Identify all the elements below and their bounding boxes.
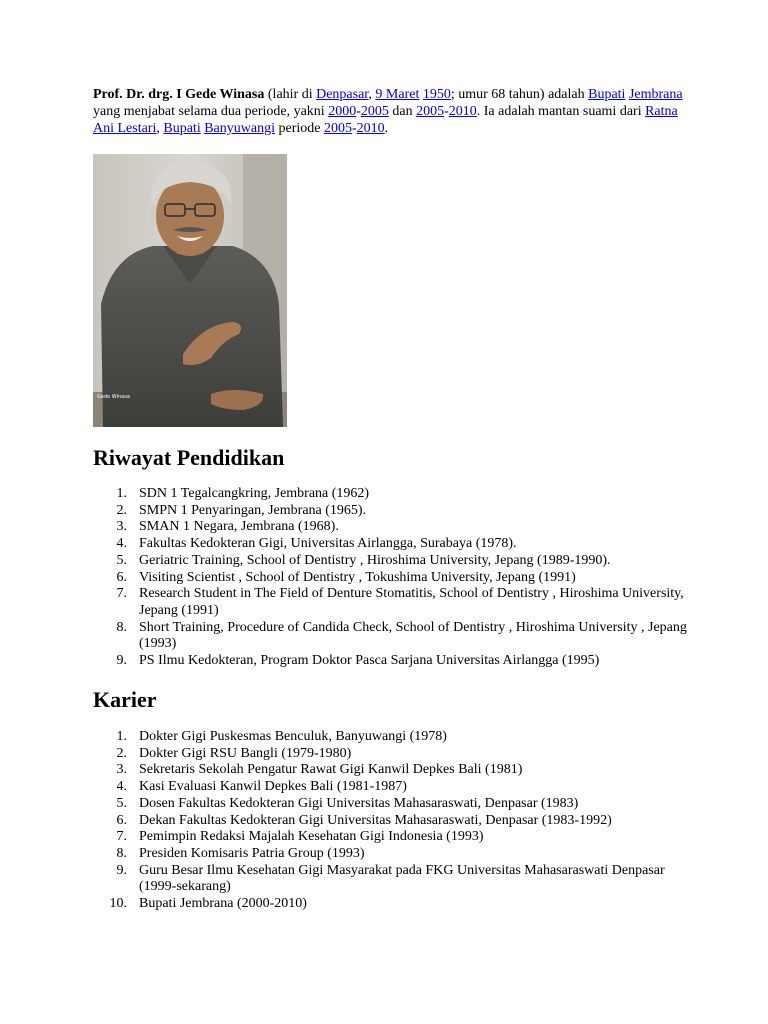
list-item-number: 7. <box>116 586 127 602</box>
list-item-number: 8. <box>116 619 127 635</box>
intro-text: - <box>444 104 449 119</box>
link-jembrana[interactable]: Jembrana <box>628 87 683 102</box>
portrait-photo <box>93 154 287 427</box>
list-item-text: Geriatric Training, School of Dentistry , Hiroshima University, Jepang (1989-1990). <box>139 552 611 568</box>
list-item-number: 3. <box>116 519 127 535</box>
list-item-number: 7. <box>116 829 127 845</box>
list-item-text: Dokter Gigi RSU Bangli (1979-1980) <box>139 745 352 761</box>
list-item <box>93 746 693 763</box>
intro-text: periode <box>274 121 324 136</box>
education-list <box>93 486 693 670</box>
list-item-text: Pemimpin Redaksi Majalah Kesehatan Gigi Indonesia (1993) <box>139 829 484 845</box>
list-item <box>93 620 693 653</box>
intro-text: - <box>356 104 361 119</box>
list-item-text: Visiting Scientist , School of Dentistry , Tokushima University, Jepang (1991) <box>139 569 576 585</box>
link-bupati[interactable]: Bupati <box>163 121 201 136</box>
list-item-number: 3. <box>116 762 127 778</box>
list-item <box>93 779 693 796</box>
list-item-number: 6. <box>116 812 127 828</box>
list-item-text: SDN 1 Tegalcangkring, Jembrana (1962) <box>139 486 370 501</box>
list-item-text: SMAN 1 Negara, Jembrana (1968). <box>139 519 339 535</box>
intro-text: dan <box>388 104 417 119</box>
list-item <box>93 729 693 746</box>
person-name: Prof. Dr. drg. I Gede Winasa <box>93 87 265 102</box>
list-item-number: 4. <box>116 536 127 552</box>
list-item <box>93 570 693 587</box>
intro-text: , <box>368 87 376 102</box>
list-item-text: Short Training, Procedure of Candida Check, School of Dentistry , Hiroshima University , Jepang (1993) <box>139 619 687 652</box>
list-item-number: 1. <box>116 729 127 744</box>
career-list <box>93 729 693 913</box>
list-item <box>93 762 693 779</box>
list-item <box>93 586 693 619</box>
photo-caption: Gede Winasa <box>97 394 130 400</box>
list-item <box>93 829 693 846</box>
list-item-text: Dekan Fakultas Kedokteran Gigi Universitas Mahasaraswati, Denpasar (1983-1992) <box>139 812 612 828</box>
career-heading: Karier <box>93 687 157 712</box>
list-item-text: Fakultas Kedokteran Gigi, Universitas Airlangga, Surabaya (1978). <box>139 536 517 552</box>
list-item-number: 5. <box>116 552 127 568</box>
link-2010[interactable]: 2010 <box>448 104 477 119</box>
link-banyuwangi[interactable]: Banyuwangi <box>204 121 275 136</box>
list-item <box>93 536 693 553</box>
intro-text: - <box>351 121 357 136</box>
link-2005[interactable]: 2005 <box>323 121 352 136</box>
intro-text: . <box>384 121 389 136</box>
list-item-number: 8. <box>116 845 127 861</box>
list-item-text: Research Student in The Field of Denture Stomatitis, School of Dentistry , Hiroshima University, Jepang (1991) <box>139 586 684 618</box>
list-item-number: 5. <box>116 795 127 811</box>
list-item <box>93 503 693 520</box>
link-bupati[interactable]: Bupati <box>588 87 626 102</box>
list-item <box>93 896 693 913</box>
list-item-number: 10. <box>109 896 127 912</box>
intro-paragraph <box>93 86 693 137</box>
list-item <box>93 519 693 536</box>
list-item <box>93 863 693 896</box>
list-item-number: 2. <box>116 745 127 761</box>
link-2005[interactable]: 2005 <box>360 104 389 119</box>
education-heading: Riwayat Pendidikan <box>93 445 285 470</box>
link-2005[interactable]: 2005 <box>416 104 445 119</box>
link-2010[interactable]: 2010 <box>356 121 385 136</box>
list-item-number: 2. <box>116 502 127 518</box>
list-item-text: Dosen Fakultas Kedokteran Gigi Universitas Mahasaraswati, Denpasar (1983) <box>139 795 579 811</box>
list-item-text: Guru Besar Ilmu Kesehatan Gigi Masyarakat pada FKG Universitas Mahasaraswati Denpasar (1999-sekarang) <box>139 862 665 895</box>
list-item-text: Bupati Jembrana (2000-2010) <box>139 896 307 912</box>
link-denpasar[interactable]: Denpasar <box>316 87 369 102</box>
list-item-text: Sekretaris Sekolah Pengatur Rawat Gigi Kanwil Depkes Bali (1981) <box>139 762 523 778</box>
list-item-number: 9. <box>116 862 127 878</box>
intro-text: . Ia adalah mantan suami dari <box>476 104 646 119</box>
list-item <box>93 653 693 670</box>
intro-text: ; umur 68 tahun) adalah <box>450 87 589 102</box>
list-item-number: 4. <box>116 779 127 795</box>
list-item-text: SMPN 1 Penyaringan, Jembrana (1965). <box>139 502 367 518</box>
list-item <box>93 846 693 863</box>
list-item-number: 1. <box>116 486 127 501</box>
list-item <box>93 813 693 830</box>
list-item-text: PS Ilmu Kedokteran, Program Doktor Pasca Sarjana Universitas Airlangga (1995) <box>139 653 600 669</box>
intro-text: , <box>156 121 164 136</box>
link-ratna-ani-lestari[interactable]: Ratna Ani Lestari <box>93 104 678 136</box>
list-item-text: Dokter Gigi Puskesmas Benculuk, Banyuwangi (1978) <box>139 729 447 744</box>
list-item <box>93 553 693 570</box>
link-1950[interactable]: 1950 <box>422 87 451 102</box>
list-item-number: 6. <box>116 569 127 585</box>
list-item-text: Kasi Evaluasi Kanwil Depkes Bali (1981-1987) <box>139 779 407 795</box>
link-2000[interactable]: 2000 <box>328 104 357 119</box>
list-item-text: Presiden Komisaris Patria Group (1993) <box>139 845 365 861</box>
intro-text: yang menjabat selama dua periode, yakni <box>93 104 329 119</box>
list-item-number: 9. <box>116 653 127 669</box>
list-item <box>93 796 693 813</box>
link-birth-date[interactable]: 9 Maret <box>375 87 420 102</box>
list-item <box>93 486 693 503</box>
intro-text: (lahir di <box>264 87 317 102</box>
